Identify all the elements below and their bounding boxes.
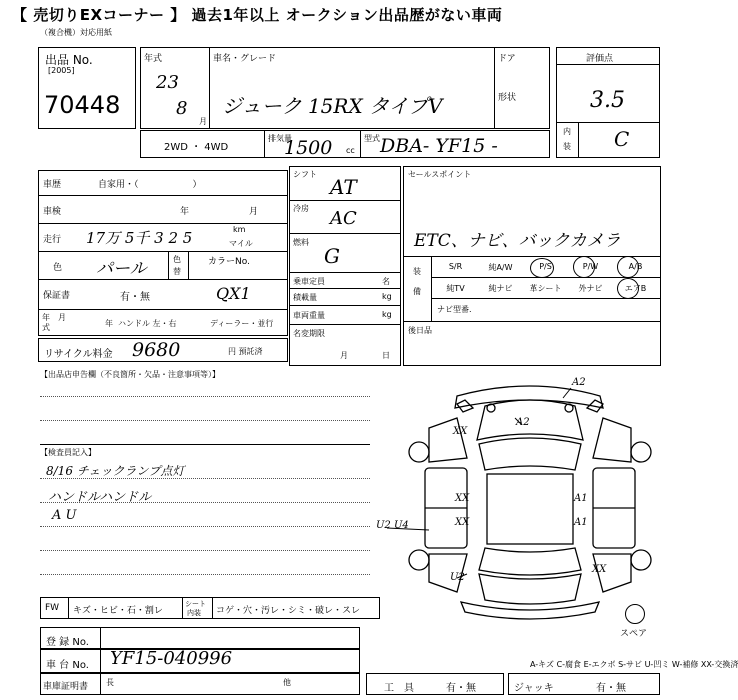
damage-mark-7: A1 [574, 517, 588, 528]
shift-label: シフト [293, 170, 317, 179]
wheel-front-left [409, 442, 429, 462]
mile-unit: マイル [229, 239, 253, 248]
wheel-rear-right [631, 550, 651, 570]
month-suffix: 月 [199, 117, 207, 126]
chassis-value: YF15-040996 [110, 648, 233, 669]
damage-mark-6: A1 [574, 493, 588, 504]
equipment-item: 純A/W [488, 263, 513, 272]
equipment-label-2: 備 [413, 287, 421, 296]
color-value: パール [96, 259, 147, 279]
ac-label: 冷房 [293, 204, 309, 213]
inspection-year-unit: 年 [180, 207, 190, 217]
month-value: 8 [176, 98, 188, 119]
damage-mark-3: XX [453, 426, 468, 437]
damage-mark-1: A2 [572, 377, 586, 388]
entry-number: 70448 [44, 91, 121, 119]
inspector-note-3: A U [52, 508, 77, 523]
inspector-label: 【検査員記入】 [40, 448, 96, 457]
sales-point-value: ETC、ナビ、バックカメラ [414, 231, 621, 251]
jack-label: ジャッキ [514, 683, 554, 694]
shift-value: AT [330, 175, 357, 199]
fuel-label: 燃料 [293, 238, 309, 247]
km-unit: km [233, 225, 246, 234]
model-value: DBA- YF15 - [380, 135, 498, 157]
inspector-note-2: ハンドルハンドル [48, 490, 152, 505]
inspector-note-1: 8/16 チェックランプ点灯 [46, 464, 185, 478]
declaration-label: 【出品店申告欄（不良箇所・欠品・注意事項等）】 [40, 370, 220, 379]
color-change-2: 替 [173, 267, 181, 276]
roof [487, 474, 573, 544]
drive-label: 2WD ・ 4WD [164, 142, 229, 153]
equipment-circle-airbag [617, 278, 639, 299]
equipment-item: S/R [448, 262, 463, 271]
equipment-circle-ab [617, 256, 639, 278]
equipment-item: 純ナビ [488, 284, 513, 293]
name-label: 車名・グレード [213, 54, 277, 64]
equipment-item: 革シート [529, 284, 562, 293]
capacity-label: 乗車定員 [293, 277, 325, 286]
equipment-item: P/S [539, 262, 552, 271]
entry-label: 出品 No. [45, 53, 93, 67]
damage-mark-9: U2 [450, 572, 465, 583]
interior-label-2: 装 [563, 142, 571, 151]
model-label: 型式 [364, 134, 380, 143]
color-no-value: QX1 [216, 284, 251, 303]
color-label: 色 [53, 263, 63, 273]
garage-cert-long: 長 [106, 678, 114, 687]
recycle-value: 9680 [132, 339, 181, 361]
jack-value: 有・無 [596, 683, 626, 694]
spare-tire-icon [625, 604, 645, 624]
load-unit: kg [382, 292, 392, 301]
name-change-label: 名変期限 [293, 329, 325, 338]
cc-unit: cc [346, 146, 355, 155]
equipment-item: 外ナビ [578, 284, 603, 293]
name-change-day: 日 [382, 351, 390, 360]
damage-mark-11: U2 U4 [376, 520, 409, 531]
color-change-1: 色 [173, 255, 181, 264]
spare-label: スペア [620, 629, 648, 639]
front-bumper [455, 386, 603, 408]
after-items-label: 後日品 [408, 326, 432, 335]
displacement-label: 排気量 [268, 134, 292, 143]
hood [477, 400, 583, 440]
name-value: ジューク 15RX タイプV [222, 94, 443, 118]
equipment-item: 純TV [446, 284, 465, 293]
ac-value: AC [330, 208, 357, 229]
trunk [479, 574, 581, 604]
tools-label: 工 具 [384, 683, 414, 694]
damage-legend: A-キズ C-腐食 E-エクボ S-サビ U-凹ミ W-補修 XX-交換済 [530, 660, 738, 669]
right-front-fender [593, 418, 631, 462]
capacity-unit: 名 [382, 277, 390, 286]
seat-label-1: シート [185, 600, 206, 608]
rating-score: 3.5 [590, 88, 625, 113]
color-no-label: カラーNo. [208, 257, 250, 267]
year-value: 23 [156, 72, 179, 93]
equipment-item: P/W [582, 262, 599, 271]
shape-label: 形状 [498, 93, 517, 103]
left-front-fender [429, 418, 467, 462]
form-subtitle: （複合機）対応用紙 [40, 28, 112, 37]
displacement-value: 1500 [284, 137, 333, 159]
chassis-label: 車 台 No. [46, 660, 89, 671]
handle-label: ハンドル 左・右 [118, 319, 177, 328]
equipment-circle-ps [530, 258, 554, 278]
fuel-value: G [324, 244, 340, 268]
garage-cert-other: 他 [283, 678, 291, 687]
navi-model-label: ナビ型番. [437, 305, 472, 314]
door-label: ドア [498, 54, 516, 64]
load-label: 積載量 [293, 293, 317, 302]
usage-value: 自家用・（ ） [98, 180, 202, 190]
dealer-label: ディーラー・並行 [210, 319, 274, 328]
seat-condition: コゲ・穴・汚レ・シミ・破レ・スレ [216, 606, 361, 616]
recycle-unit: 円 預託済 [228, 347, 263, 356]
equipment-item: A/B [628, 262, 643, 271]
wheel-rear-left [409, 550, 429, 570]
equipment-item: エアB [624, 284, 647, 293]
year-char: 年 [105, 319, 113, 328]
fw-label: FW [45, 603, 60, 613]
tools-value: 有・無 [446, 683, 476, 694]
wheel-front-right [631, 442, 651, 462]
year-label: 年式 [144, 54, 163, 64]
equipment-label-1: 装 [413, 267, 421, 276]
warranty-label: 保証書 [43, 291, 71, 301]
interior-value: C [614, 127, 630, 151]
seat-label-2: 内装 [187, 609, 201, 617]
mileage-label: 走行 [43, 235, 62, 245]
name-change-month: 月 [340, 351, 348, 360]
emblem-right [565, 404, 573, 412]
damage-mark-4: XX [455, 493, 470, 504]
model-year-label-2: 式 [42, 323, 50, 332]
usage-label: 車歴 [43, 180, 62, 190]
fw-condition: キズ・ヒビ・石・割レ [73, 606, 163, 616]
car-damage-diagram [395, 378, 665, 618]
windshield [479, 438, 581, 470]
inspection-month-unit: 月 [249, 207, 259, 217]
sales-point-label: セールスポイント [408, 170, 472, 179]
rating-label: 評価点 [586, 54, 614, 64]
weight-label: 車両重量 [293, 311, 325, 320]
model-year-label-1: 年 月 [42, 313, 66, 322]
garage-cert-label: 車庫証明書 [43, 682, 89, 692]
entry-small-no: [2005] [48, 66, 75, 75]
recycle-label: リサイクル料金 [44, 349, 113, 360]
mileage-value: 17万 5千 3 2 5 [86, 229, 193, 247]
interior-label-1: 内 [563, 127, 571, 136]
emblem-left [487, 404, 495, 412]
damage-mark-5: XX [455, 517, 470, 528]
registration-label: 登 録 No. [46, 637, 89, 648]
rear-glass [479, 548, 581, 575]
damage-mark-2: A2 [516, 417, 530, 428]
inspection-label: 車検 [43, 207, 62, 217]
warranty-value: 有・無 [120, 292, 150, 303]
damage-mark-8: XX [592, 564, 607, 575]
equipment-circle-pw [573, 256, 595, 278]
page-title: 【 売切りEXコーナー 】 過去1年以上 オークション出品歴がない車両 [12, 6, 503, 24]
weight-unit: kg [382, 310, 392, 319]
